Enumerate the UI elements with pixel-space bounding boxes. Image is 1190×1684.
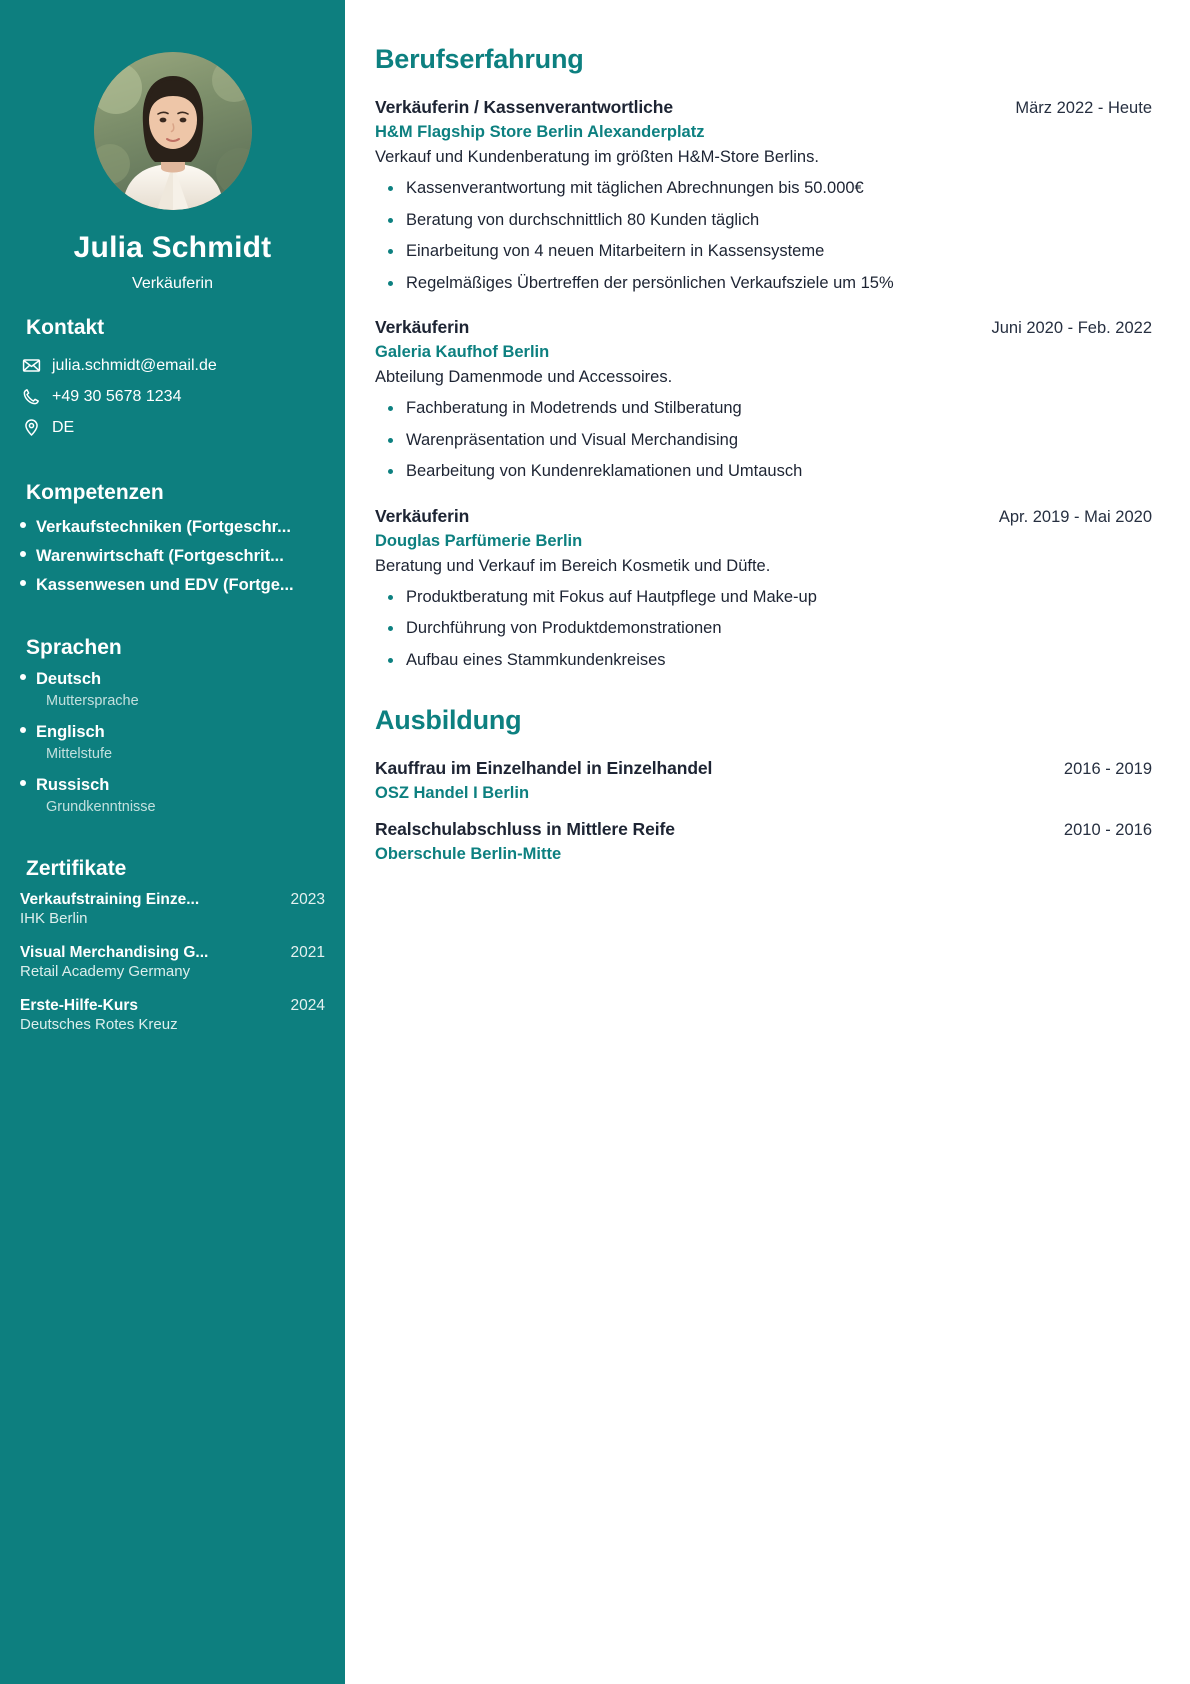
contact-section bbox=[20, 316, 325, 443]
list-item: Regelmäßiges Übertreffen der persönlichen Verkaufsziele um 15% bbox=[375, 273, 1152, 294]
certificate-org: Retail Academy Germany bbox=[20, 963, 191, 980]
list-item bbox=[20, 719, 325, 772]
list-item bbox=[20, 891, 325, 927]
entry-head bbox=[375, 97, 1152, 118]
experience-heading: Berufserfahrung bbox=[375, 44, 584, 74]
list-item: Durchführung von Produktdemonstrationen bbox=[375, 618, 1152, 639]
entry-bullet-list bbox=[375, 587, 1152, 671]
entry-organization: Oberschule Berlin-Mitte bbox=[375, 845, 562, 864]
list-item: Einarbeitung von 4 neuen Mitarbeitern in Kassensysteme bbox=[375, 241, 1152, 262]
location-pin-icon bbox=[22, 418, 41, 437]
contact-email-value: julia.schmidt@email.de bbox=[52, 356, 217, 374]
language-name-row bbox=[20, 723, 325, 742]
experience-entry bbox=[375, 97, 1152, 294]
languages-section bbox=[20, 636, 325, 825]
entry-description: Beratung und Verkauf im Bereich Kosmetik und Düfte. bbox=[375, 556, 771, 575]
entry-bullet-list bbox=[375, 398, 1152, 482]
certificate-year: 2024 bbox=[290, 997, 325, 1014]
contact-phone-value: +49 30 5678 1234 bbox=[52, 387, 182, 405]
language-level: Muttersprache bbox=[46, 693, 139, 709]
bullet-dot-icon bbox=[20, 780, 26, 786]
list-item bbox=[20, 944, 325, 980]
certificate-head bbox=[20, 997, 325, 1015]
entry-date: März 2022 - Heute bbox=[1015, 99, 1152, 117]
experience-entry bbox=[375, 506, 1152, 672]
sidebar bbox=[0, 0, 345, 1684]
certificates-list bbox=[20, 891, 325, 1033]
skill-label: Kassenwesen und EDV (Fortge... bbox=[36, 576, 294, 594]
list-item: Warenpräsentation und Visual Merchandising bbox=[375, 430, 1152, 451]
skills-list bbox=[20, 513, 325, 600]
list-item bbox=[20, 666, 325, 719]
entry-head bbox=[375, 819, 1152, 840]
list-item bbox=[20, 513, 325, 542]
language-name-row bbox=[20, 670, 325, 689]
skill-label: Warenwirtschaft (Fortgeschrit... bbox=[36, 547, 284, 565]
list-item: Beratung von durchschnittlich 80 Kunden täglich bbox=[375, 210, 1152, 231]
entry-title: Kauffrau im Einzelhandel in Einzelhandel bbox=[375, 758, 713, 779]
list-item: Bearbeitung von Kundenreklamationen und Umtausch bbox=[375, 461, 1152, 482]
certificate-year: 2021 bbox=[290, 944, 325, 961]
entry-head bbox=[375, 506, 1152, 527]
skill-label: Verkaufstechniken (Fortgeschr... bbox=[36, 518, 291, 536]
list-item bbox=[20, 542, 325, 571]
language-name: Englisch bbox=[36, 723, 105, 741]
avatar bbox=[94, 52, 252, 210]
languages-list bbox=[20, 666, 325, 825]
bullet-dot-icon bbox=[20, 727, 26, 733]
phone-icon bbox=[22, 387, 41, 406]
bullet-dot-icon bbox=[20, 522, 26, 528]
education-entry bbox=[375, 819, 1152, 864]
entry-organization: OSZ Handel I Berlin bbox=[375, 784, 530, 803]
certificate-name: Verkaufstraining Einze... bbox=[20, 891, 200, 908]
bullet-dot-icon bbox=[20, 551, 26, 557]
language-name: Russisch bbox=[36, 776, 110, 794]
education-heading: Ausbildung bbox=[375, 705, 522, 736]
entry-description: Abteilung Damenmode und Accessoires. bbox=[375, 368, 673, 387]
list-item: Kassenverantwortung mit täglichen Abrechnungen bis 50.000€ bbox=[375, 178, 1152, 199]
entry-title: Realschulabschluss in Mittlere Reife bbox=[375, 819, 675, 840]
full-name: Julia Schmidt bbox=[73, 231, 272, 264]
certificates-heading: Zertifikate bbox=[26, 857, 127, 880]
profile-photo-wrap bbox=[20, 0, 325, 210]
entry-title: Verkäuferin bbox=[375, 505, 470, 526]
entry-date: 2010 - 2016 bbox=[1063, 821, 1152, 840]
list-item bbox=[20, 571, 325, 600]
list-item bbox=[20, 772, 325, 825]
entry-date: 2016 - 2019 bbox=[1063, 760, 1152, 779]
entry-title: Verkäuferin / Kassenverantwortliche bbox=[375, 97, 674, 117]
job-title: Verkäuferin bbox=[132, 275, 213, 292]
list-item: Fachberatung in Modetrends und Stilberatung bbox=[375, 398, 1152, 419]
language-name-row bbox=[20, 776, 325, 795]
bullet-dot-icon bbox=[20, 580, 26, 586]
entry-date: Juni 2020 - Feb. 2022 bbox=[991, 319, 1152, 338]
experience-entry bbox=[375, 317, 1152, 483]
contact-item-email[interactable] bbox=[20, 350, 325, 381]
envelope-icon bbox=[22, 356, 41, 375]
experience-section bbox=[375, 44, 1152, 671]
entry-head bbox=[375, 317, 1152, 338]
certificates-section bbox=[20, 857, 325, 1033]
certificate-year: 2023 bbox=[290, 891, 325, 908]
bullet-dot-icon bbox=[20, 674, 26, 680]
skills-heading: Kompetenzen bbox=[26, 481, 164, 504]
entry-bullet-list bbox=[375, 178, 1152, 294]
languages-heading: Sprachen bbox=[26, 636, 122, 659]
education-entry bbox=[375, 758, 1152, 803]
list-item: Produktberatung mit Fokus auf Hautpflege und Make-up bbox=[375, 587, 1152, 608]
contact-item-phone[interactable] bbox=[20, 381, 325, 412]
contact-heading: Kontakt bbox=[26, 316, 105, 339]
certificate-org: IHK Berlin bbox=[20, 910, 88, 927]
contact-location-value: DE bbox=[52, 418, 75, 436]
skills-section bbox=[20, 481, 325, 600]
entry-head bbox=[375, 758, 1152, 779]
entry-organization: Douglas Parfümerie Berlin bbox=[375, 531, 583, 550]
education-section bbox=[375, 705, 1152, 864]
language-name: Deutsch bbox=[36, 670, 102, 688]
entry-organization: Galeria Kaufhof Berlin bbox=[375, 343, 550, 362]
certificate-head bbox=[20, 944, 325, 962]
entry-description: Verkauf und Kundenberatung im größten H&M-Store Berlins. bbox=[375, 148, 819, 166]
list-item: Aufbau eines Stammkundenkreises bbox=[375, 650, 1152, 671]
certificate-head bbox=[20, 891, 325, 909]
language-level: Grundkenntnisse bbox=[46, 799, 156, 815]
entry-organization: H&M Flagship Store Berlin Alexanderplatz bbox=[375, 123, 705, 141]
list-item bbox=[20, 997, 325, 1033]
certificate-name: Visual Merchandising G... bbox=[20, 944, 209, 961]
entry-title: Verkäuferin bbox=[375, 317, 470, 338]
contact-item-location[interactable] bbox=[20, 412, 325, 443]
certificate-name: Erste-Hilfe-Kurs bbox=[20, 997, 138, 1014]
certificate-org: Deutsches Rotes Kreuz bbox=[20, 1016, 178, 1033]
entry-date: Apr. 2019 - Mai 2020 bbox=[998, 507, 1152, 526]
main-content bbox=[345, 0, 1190, 1684]
contact-list bbox=[20, 350, 325, 443]
language-level: Mittelstufe bbox=[46, 746, 113, 762]
